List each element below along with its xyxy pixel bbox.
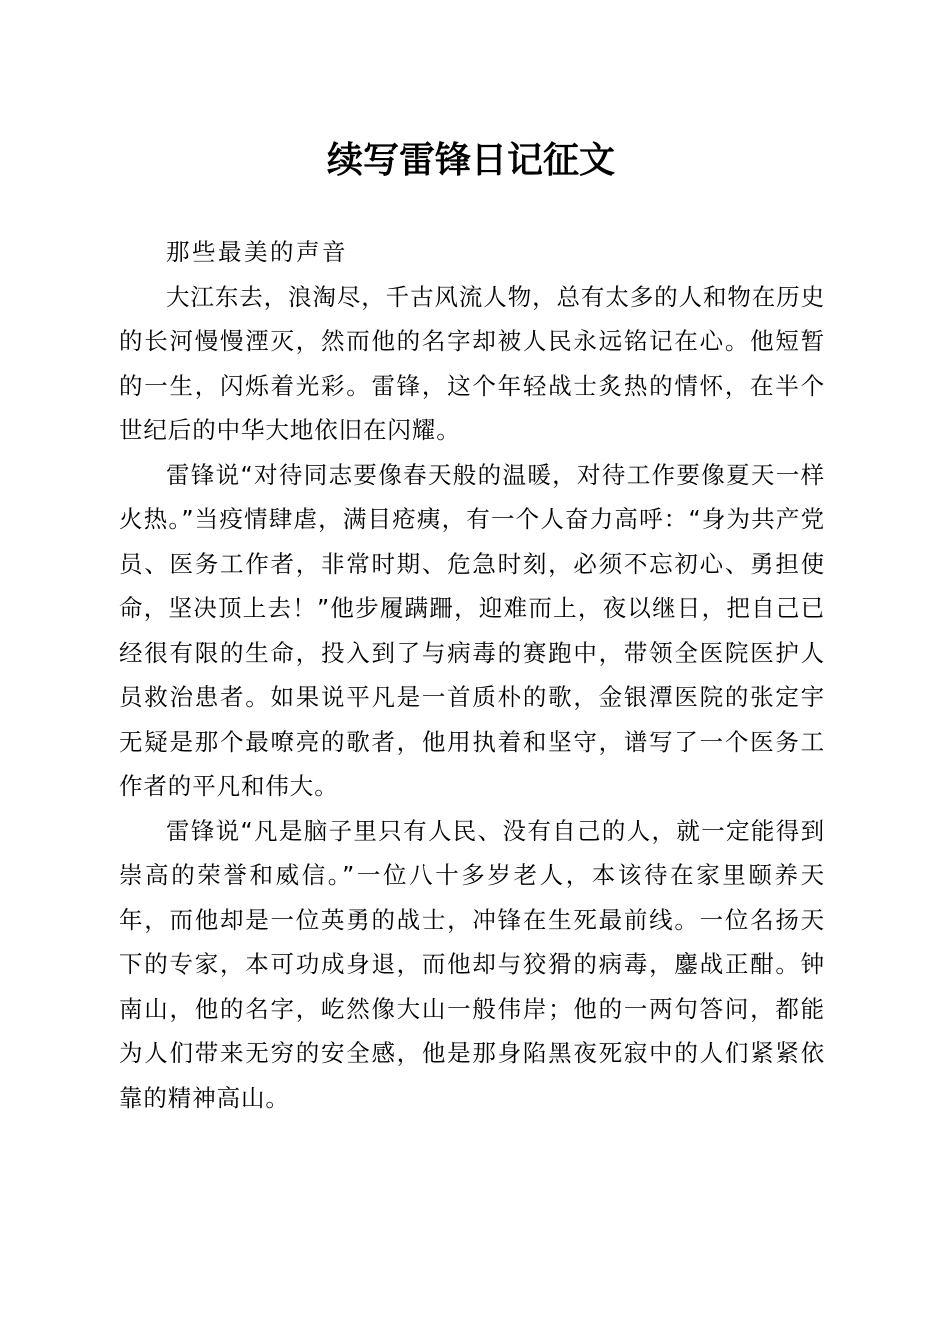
paragraph-1: 大江东去，浪淘尽，千古风流人物，总有太多的人和物在历史的长河慢慢湮灭，然而他的名字却被人民永远铭记在心。他短暂的一生，闪烁着光彩。雷锋，这个年轻战士炙热的情怀，在半个世纪后的中华大地依旧在闪耀。: [119, 282, 825, 444]
paragraph-2: 雷锋说“对待同志要像春天般的温暖，对待工作要像夏天一样火热。”当疫情肆虐，满目疮痍，有一个人奋力高呼：“身为共产党员、医务工作者，非常时期、危急时刻，必须不忘初心、勇担使命，坚决顶上去！”他步履蹒跚，迎难而上，夜以继日，把自己已经很有限的生命，投入到了与病毒的赛跑中，带领全医院医护人员救治患者。如果说平凡是一首质朴的歌，金银潭医院的张定宇无疑是那个最嘹亮的歌者，他用执着和坚守，谱写了一个医务工作者的平凡和伟大。: [119, 460, 825, 800]
article-subtitle: 那些最美的声音: [166, 238, 348, 266]
document-body: [119, 230, 825, 1120]
document-title: 续写雷锋日记征文: [326, 139, 615, 181]
paragraph-3: 雷锋说“凡是脑子里只有人民、没有自己的人，就一定能得到崇高的荣誉和威信。”一位八十多岁老人，本该待在家里颐养天年，而他却是一位英勇的战士，冲锋在生死最前线。一位名扬天下的专家，本可功成身退，而他却与狡猾的病毒，鏖战正酣。钟南山，他的名字，屹然像大山一般伟岸；他的一两句答问，都能为人们带来无穷的安全感，他是那身陷黑夜死寂中的人们紧紧依靠的精神高山。: [119, 816, 825, 1112]
